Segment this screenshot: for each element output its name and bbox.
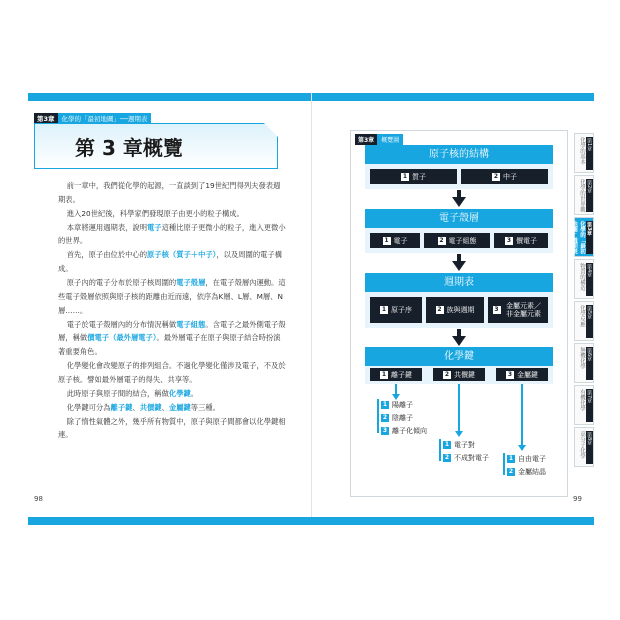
ionic-sub-item: [381, 399, 413, 410]
item-number: 1: [381, 306, 387, 313]
item-label: 金屬鍵: [517, 370, 538, 379]
item-box: [424, 233, 490, 248]
branch-line-ionic: [377, 399, 379, 433]
text-run: ，在電子殼層內運動。這些電子殼層依照與原子核的距離由近而遠，依序為K層、L層、M層、N層……。: [58, 278, 286, 315]
sub-number: 2: [444, 453, 450, 461]
item-number: 3: [507, 370, 513, 378]
item-label: 電子組態: [448, 236, 477, 245]
sub-label: 金屬結晶: [518, 467, 546, 476]
flow-arrow: [452, 197, 466, 207]
bond-row: [365, 366, 553, 384]
body-paragraph: [58, 401, 286, 415]
branch-arrow-covalent: [455, 431, 463, 437]
text-run: 進入20世紀後，科學家們發現原子由更小的粒子構成。: [66, 208, 244, 218]
item-label: 族與週期: [446, 306, 475, 314]
item-box: [488, 297, 548, 323]
item-label: 價電子: [516, 236, 537, 245]
page-number-right: 99: [573, 495, 582, 503]
body-paragraph: [58, 415, 286, 443]
body-paragraph: [58, 221, 286, 249]
flow-arrow: [452, 261, 466, 271]
page-title: 第 3 章概覽: [75, 136, 183, 160]
section-title: 電子殼層: [365, 209, 553, 228]
item-label: 質子: [412, 172, 426, 181]
side-tab-number: 第7章: [586, 389, 593, 422]
item-number: 3: [494, 306, 499, 313]
item-box: [494, 233, 548, 248]
key-term: 原子核（質子＋中子）: [147, 250, 217, 260]
side-tab-number: 第2章: [586, 179, 593, 212]
sub-label: 離子化傾向: [392, 426, 427, 435]
overview-panel: [350, 130, 568, 497]
book-spread: [28, 93, 594, 523]
branch-line-covalent: [439, 439, 441, 461]
page-number-left: 98: [34, 495, 43, 503]
side-tab-number: 第6章: [586, 347, 593, 380]
section-title: 化學鍵: [365, 347, 553, 366]
text-run: 、: [161, 402, 169, 412]
chapter-chip-label: 化學的「最初地圖」──週期表: [58, 113, 152, 124]
ionic-sub-item: [381, 425, 427, 436]
key-term: 金屬鍵: [168, 402, 191, 412]
metallic-sub-item: [507, 453, 546, 464]
sub-number: 3: [382, 426, 388, 434]
body-paragraph: [58, 318, 286, 360]
item-number: 2: [493, 172, 499, 180]
bottom-band: [28, 517, 594, 525]
side-tab-label: 化學的「最初地圖」週期表: [571, 221, 585, 254]
body-paragraph: [58, 248, 286, 276]
branch-line-metallic: [503, 453, 505, 475]
covalent-sub-item: [443, 452, 489, 463]
item-number: 1: [384, 236, 389, 244]
key-term: 離子鍵: [110, 402, 133, 412]
item-box: [370, 169, 457, 184]
item-label: 電子: [393, 236, 408, 245]
side-tab[interactable]: [574, 259, 594, 299]
text-run: 首先，原子由位於中心的: [66, 250, 148, 260]
key-term: 化學鍵: [168, 388, 191, 398]
side-tab[interactable]: [574, 427, 594, 467]
side-tab-number: 第3章: [586, 221, 593, 254]
branch-stem-metallic: [521, 384, 523, 446]
item-box: [426, 297, 484, 323]
item-box: [370, 233, 420, 248]
body-paragraph: [58, 276, 286, 318]
side-tab-label: 有機化學: [579, 389, 585, 411]
covalent-sub-item: [443, 439, 475, 450]
chapter-chip-number: 第3章: [34, 113, 58, 124]
text-run: 這種比原子更微小的粒子，進入更微小的世界。: [58, 222, 286, 246]
text-run: ，以及周圍的電子構成。: [58, 250, 283, 274]
side-tab[interactable]: [574, 343, 594, 383]
text-run: 本章將運用週期表，說明: [66, 222, 148, 232]
item-box: [370, 297, 422, 323]
text-run: 。: [190, 388, 199, 398]
text-run: 。最外層電子在原子與原子結合時扮演著重要角色。: [58, 333, 281, 357]
title-corner-fold: [263, 122, 279, 138]
side-tab-number: 第4章: [586, 263, 593, 296]
section-electron-shell: [365, 209, 553, 253]
text-run: 除了惰性氣體之外，幾乎所有物質中，原子與原子間都會以化學鍵相連。: [58, 416, 286, 440]
title-box: [34, 123, 278, 169]
item-number: 2: [444, 370, 450, 378]
item-box: [461, 169, 548, 184]
panel-chip-number: 第3章: [355, 134, 377, 145]
sub-number: 2: [382, 413, 388, 421]
side-tab[interactable]: [574, 301, 594, 341]
sub-number: 1: [444, 440, 450, 448]
item-box: [433, 368, 485, 381]
text-run: 前一章中，我們從化學的起源，一直談到了19世紀門得列夫發表週期表。: [58, 181, 281, 204]
item-label: 中子: [503, 172, 517, 181]
flow-arrow: [452, 336, 466, 346]
section-title: 原子核的結構: [365, 145, 553, 164]
side-tab[interactable]: [571, 217, 594, 257]
text-run: 電子於電子殼層內的分布情況稱做: [66, 319, 177, 329]
item-label: 原子序: [391, 306, 412, 314]
text-run: 化學變化會改變原子的排列組合。不過化學變化僅涉及電子，不及於原子核。譬如最外層電子的得失、共享等。: [58, 361, 286, 385]
ionic-sub-item: [381, 412, 413, 423]
sub-number: 2: [508, 467, 514, 475]
item-number: 1: [402, 172, 408, 180]
item-number: 2: [439, 236, 444, 244]
item-label: 離子鍵: [391, 370, 412, 379]
body-paragraph: [58, 387, 286, 401]
text-run: 。含電子之最外側電子殼層，稱做: [58, 319, 286, 343]
key-term: 共價鍵: [139, 402, 162, 412]
gutter: [311, 93, 312, 523]
text-run: 等三種。: [190, 402, 220, 412]
side-tab-number: 第1章: [586, 137, 593, 170]
side-tab[interactable]: [574, 385, 594, 425]
branch-arrow-metallic: [518, 445, 526, 451]
body-paragraph: [58, 179, 286, 207]
side-tab-label: 化學反應: [579, 305, 585, 327]
sub-number: 1: [508, 454, 514, 462]
item-number: 2: [437, 306, 442, 313]
key-term: 電子殼層: [176, 278, 206, 288]
section-title: 週期表: [365, 273, 553, 292]
side-tab-number: 第5章: [586, 305, 593, 338]
branch-stem-covalent: [458, 384, 460, 432]
sub-label: 不成對電子: [454, 453, 489, 462]
sub-number: 1: [382, 400, 388, 408]
item-number: 1: [381, 370, 387, 378]
section-nucleus: [365, 145, 553, 189]
side-tab-label: 物質的構造: [579, 263, 585, 291]
side-tab[interactable]: [574, 175, 594, 215]
side-tab-number: 第8章: [586, 431, 593, 464]
side-tab[interactable]: [574, 133, 594, 173]
text-run: 、: [132, 402, 140, 412]
item-number: 3: [506, 236, 512, 244]
item-label: 共價鍵: [454, 370, 475, 379]
key-term: 電子: [147, 222, 162, 232]
text-run: 化學鍵可分為: [66, 402, 111, 412]
panel-chip-label: 概覽圖: [377, 134, 403, 145]
sub-label: 自由電子: [518, 454, 546, 463]
metallic-sub-item: [507, 466, 546, 477]
sub-label: 陽離子: [392, 400, 413, 409]
body-paragraph: [58, 207, 286, 221]
key-term: 價電子（最外層電子）: [87, 333, 157, 343]
key-term: 電子組態: [176, 319, 206, 329]
side-tab-label: 化學的基本: [579, 137, 585, 165]
body-paragraph: [58, 359, 286, 387]
item-box: [496, 368, 548, 381]
body-text: [58, 179, 286, 442]
sub-label: 陰離子: [392, 413, 413, 422]
side-tab-label: 高分子化學: [579, 431, 585, 459]
section-periodic-table: [365, 273, 553, 328]
sub-label: 電子對: [454, 440, 475, 449]
text-run: 此時原子與原子間的結合，稱做: [66, 388, 169, 398]
text-run: 原子內的電子分布於原子核周圍的: [66, 278, 177, 288]
side-tab-label: 無機化學: [579, 347, 585, 369]
item-label: 金屬元素／非金屬元素: [506, 301, 541, 318]
panel-chip: [355, 134, 403, 145]
item-box: [370, 368, 422, 381]
side-tab-label: 化學的世界觀: [579, 179, 585, 212]
